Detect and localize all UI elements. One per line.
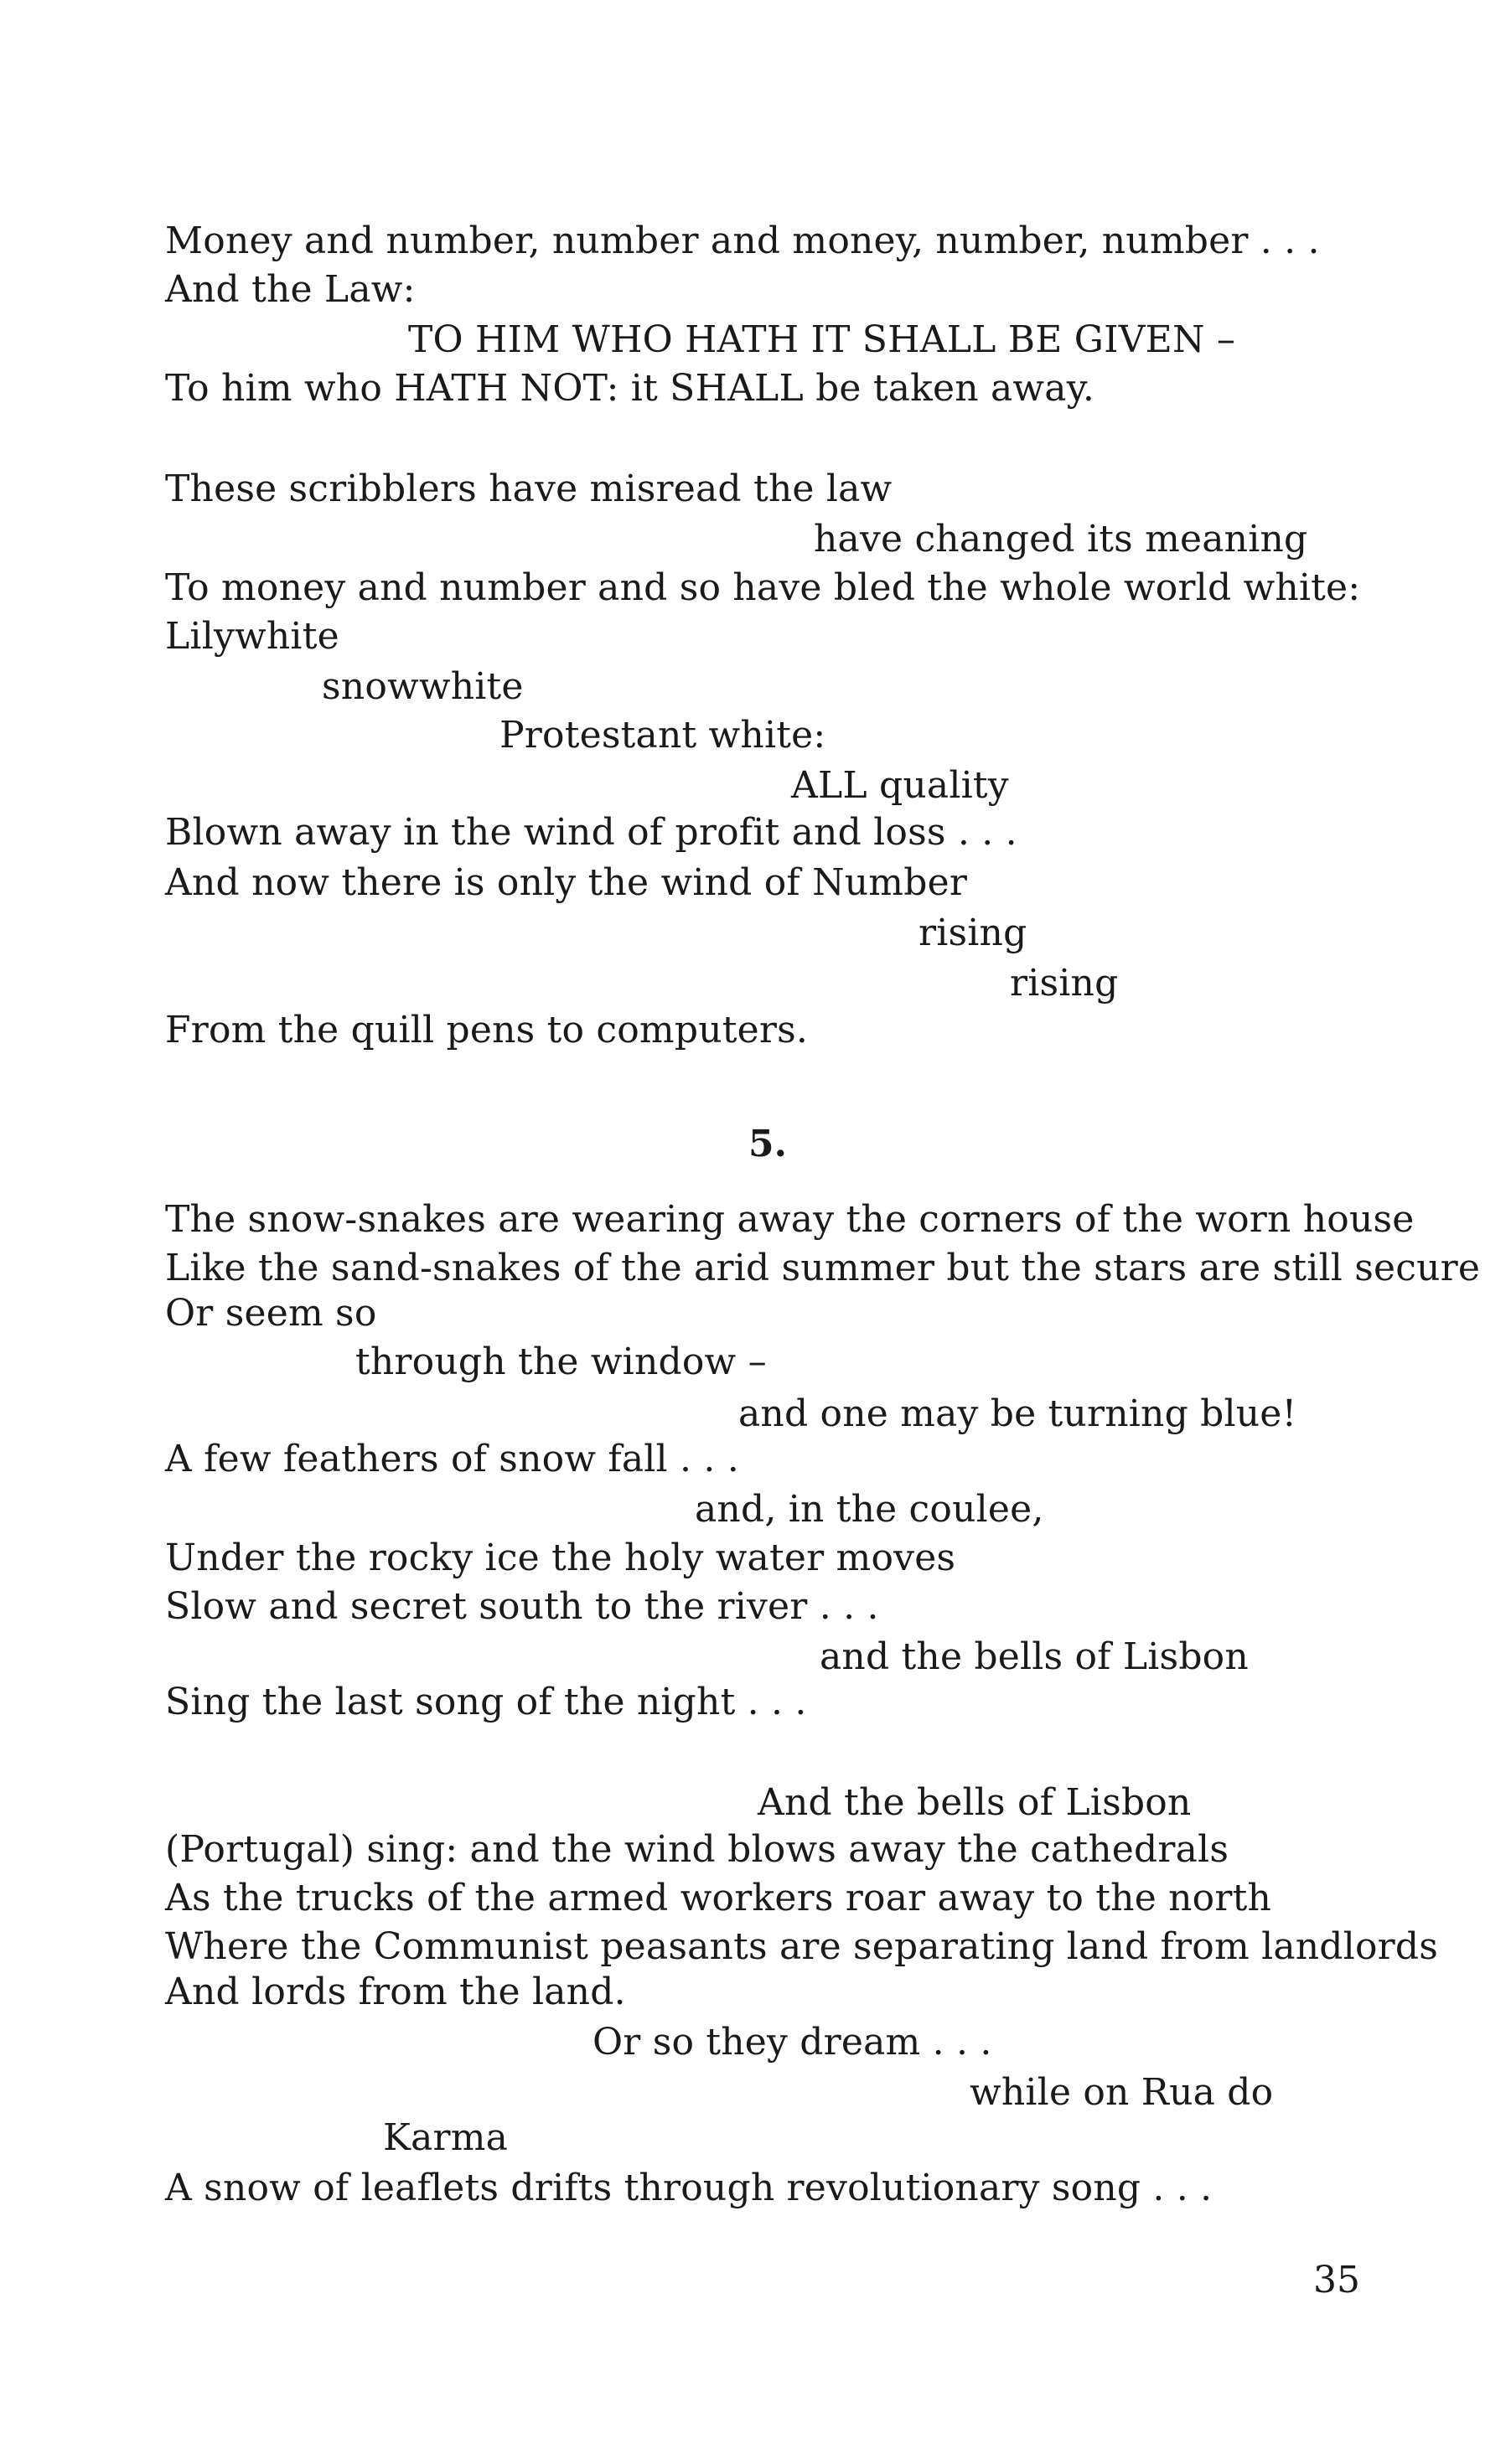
poem-line: ALL quality [791, 764, 1009, 807]
poem-line: The snow-snakes are wearing away the corners of the worn house [165, 1198, 1415, 1241]
poem-line: and one may be turning blue! [738, 1392, 1297, 1435]
poem-line: From the quill pens to computers. [165, 1009, 809, 1051]
poem-line: snowwhite [322, 665, 524, 708]
poem-line: Money and number, number and money, number, number . . . [165, 220, 1320, 262]
poem-line: And lords from the land. [165, 1971, 626, 2013]
poem-line: TO HIM WHO HATH IT SHALL BE GIVEN – [408, 318, 1236, 361]
section-number: 5. [748, 1123, 787, 1165]
poem-line: As the trucks of the armed workers roar away to the north [165, 1877, 1272, 1919]
page-number: 35 [1313, 2259, 1360, 2301]
poem-line: And the bells of Lisbon [758, 1781, 1192, 1824]
poem-line: have changed its meaning [814, 518, 1308, 560]
poem-line: And now there is only the wind of Number [165, 861, 968, 904]
poem-line: Or so they dream . . . [592, 2021, 992, 2064]
poem-line: A few feathers of snow fall . . . [165, 1438, 739, 1480]
poem-line: Karma [383, 2116, 509, 2159]
poem-line: rising [919, 912, 1027, 954]
poem-line: A snow of leaflets drifts through revolutionary song . . . [165, 2167, 1213, 2209]
poem-line: while on Rua do [970, 2071, 1274, 2114]
poem-line: To him who HATH NOT: it SHALL be taken away. [165, 367, 1095, 410]
poem-line: Lilywhite [165, 615, 339, 658]
poem-line: Sing the last song of the night . . . [165, 1681, 807, 1723]
poem-line: Where the Communist peasants are separating land from landlords [165, 1925, 1439, 1968]
poem-line: through the window – [355, 1340, 767, 1383]
poem-line: rising [1010, 962, 1119, 1005]
poem-line: Blown away in the wind of profit and loss . . . [165, 811, 1017, 854]
poem-line: To money and number and so have bled the whole world white: [165, 566, 1361, 609]
poem-line: and, in the coulee, [695, 1488, 1044, 1531]
poem-line: (Portugal) sing: and the wind blows away the cathedrals [165, 1828, 1229, 1871]
poem-line: Like the sand-snakes of the arid summer but the stars are still secure [165, 1247, 1481, 1289]
poem-line: Or seem so [165, 1292, 377, 1335]
poem-line: Protestant white: [499, 714, 826, 757]
poem-line: These scribblers have misread the law [165, 467, 893, 510]
poem-line: And the Law: [165, 268, 416, 311]
poem-line: Under the rocky ice the holy water moves [165, 1537, 956, 1579]
poem-line: and the bells of Lisbon [820, 1635, 1249, 1678]
poem-line: Slow and secret south to the river . . . [165, 1585, 879, 1628]
